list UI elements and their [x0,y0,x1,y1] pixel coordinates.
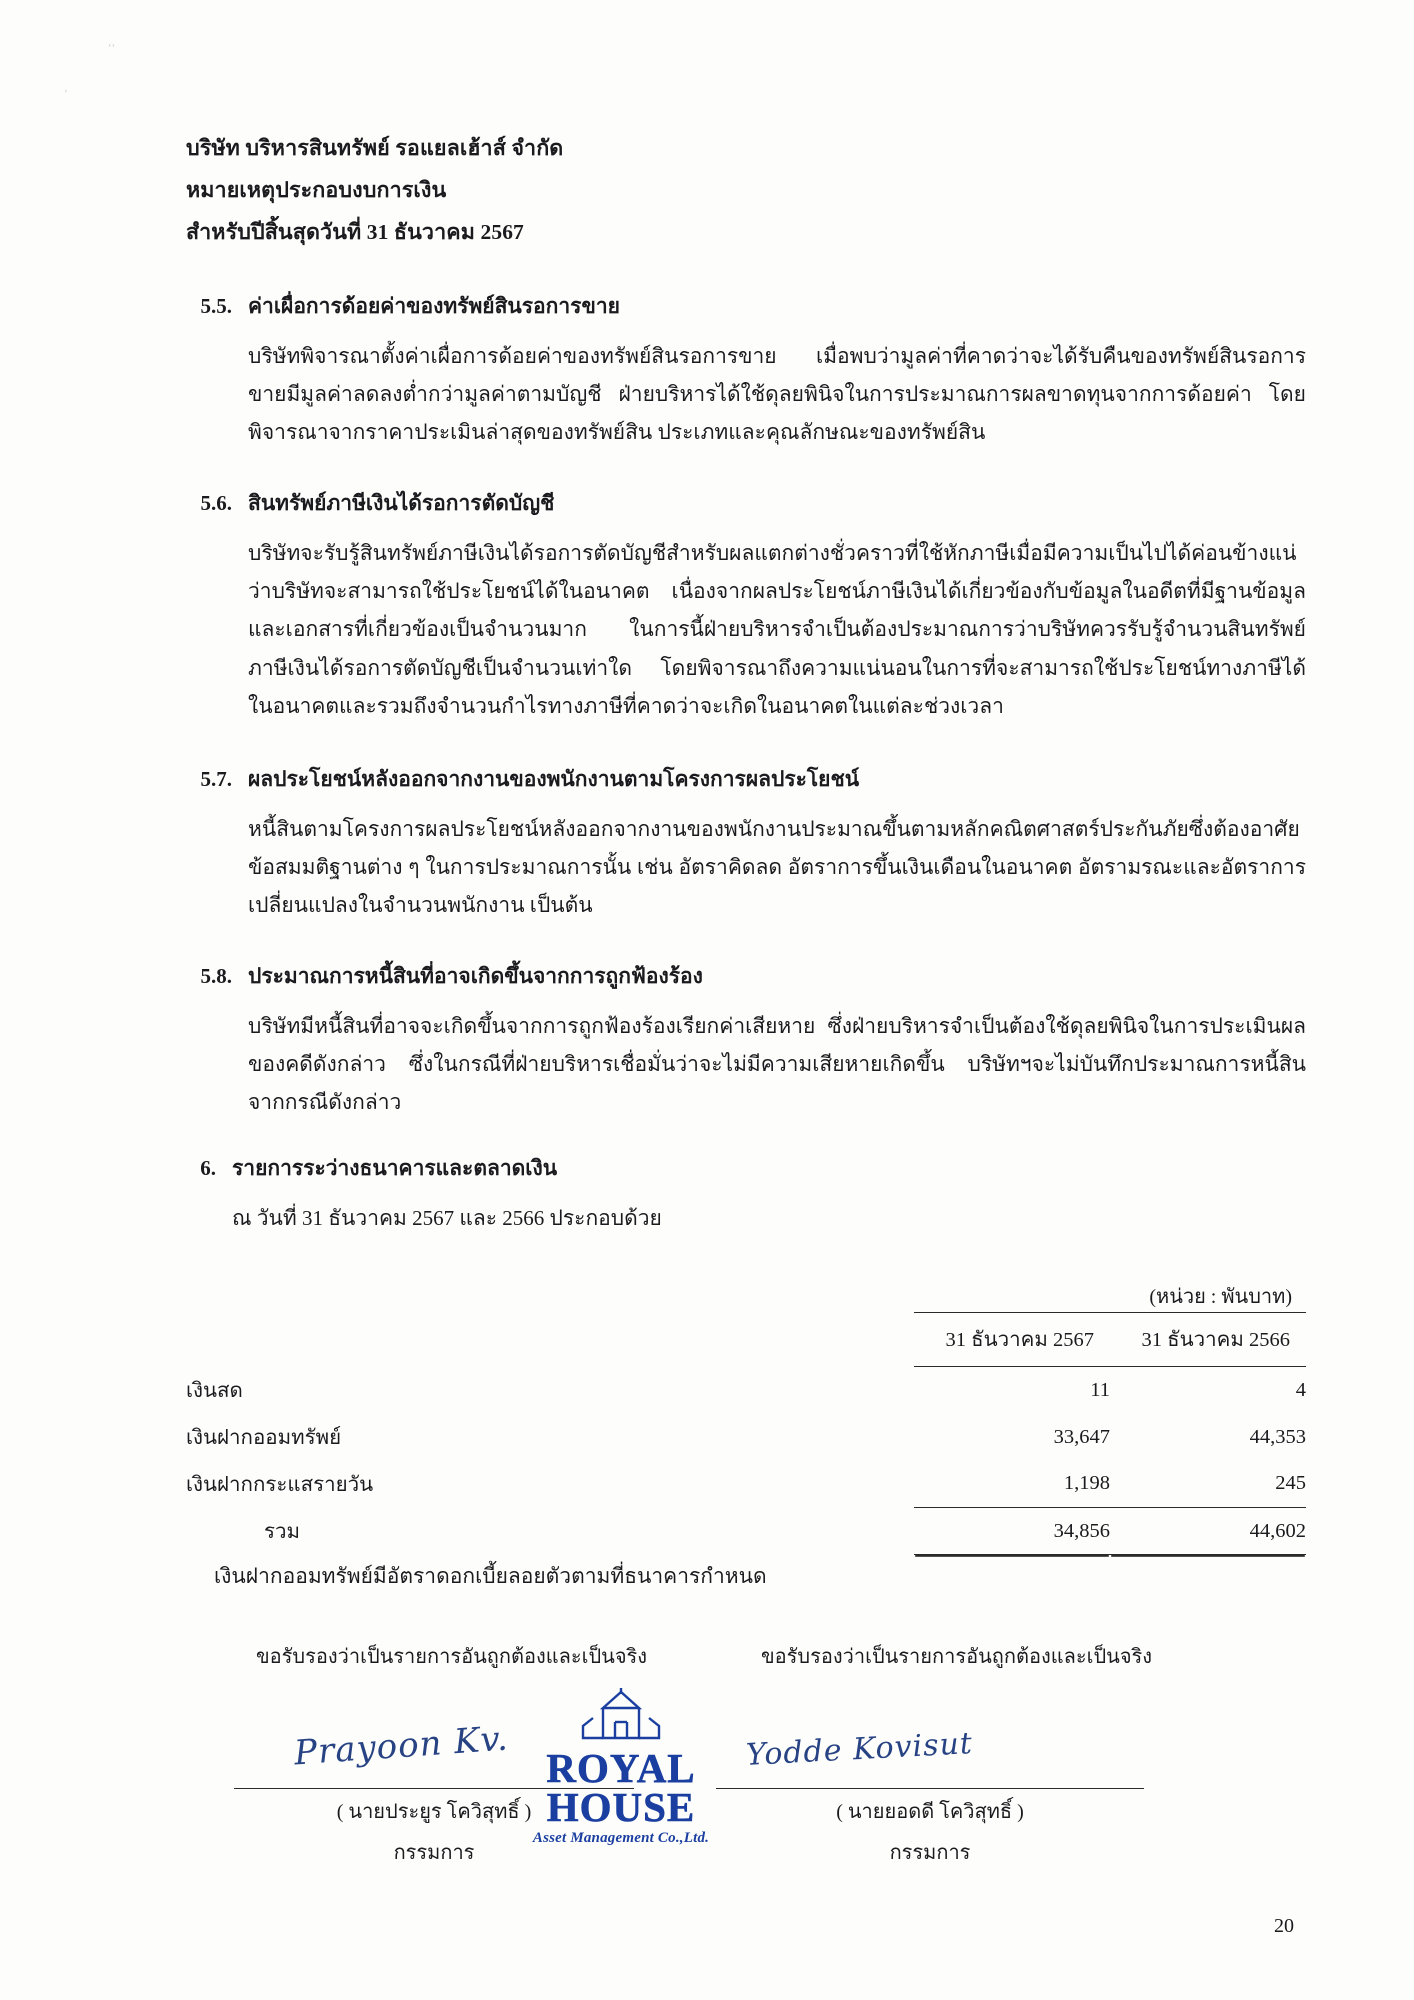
interbank-table [186,1280,1306,1555]
total-value-2566: 44,602 [1110,1508,1306,1555]
table-header-col-2567: 31 ธันวาคม 2567 [914,1313,1110,1367]
company-name: บริษัท บริหารสินทรัพย์ รอแยลเฮ้าส์ จำกัด [186,136,564,160]
section-number: 5.7. [200,767,232,791]
signature-block [186,1640,1306,1900]
table-unit-label: (หน่วย : พันบาท) [1149,1286,1292,1308]
row-value-2566: 245 [1275,1472,1306,1495]
section-title: ค่าเผื่อการด้อยค่าของทรัพย์สินรอการขาย [248,294,620,318]
row-label: เงินสด [186,1379,243,1402]
scan-artifact: ʼ [64,88,68,100]
section-number: 5.6. [200,491,232,515]
section-heading [186,1152,1306,1185]
section-body: บริษัทมีหนี้สินที่อาจจะเกิดขึ้นจากการถูกฟ้องร้องเรียกค่าเสียหาย ซึ่งฝ่ายบริหารจำเป็นต้องใช้ดุลยพินิจในการประเมินผลของคดีดังกล่าว ซึ่งในกรณีที่ฝ่ายบริหารเชื่อมั่นว่าจะไม่มีความเสียหายเกิดขึ้น บริษัทฯจะไม่บันทึกประมาณการหนี้สินจากกรณีดังกล่าว [248,1014,1306,1115]
house-icon [516,1688,726,1746]
scan-artifact: ʻʻ [108,42,116,54]
signatory-name-left: ( นายประยูร โควิสุทธิ์ ) [336,1801,532,1823]
row-label: เงินฝากกระแสรายวัน [186,1473,374,1496]
section-heading [186,763,1306,796]
section-body: บริษัทจะรับรู้สินทรัพย์ภาษีเงินได้รอการตัดบัญชีสำหรับผลแตกต่างชั่วคราวที่ใช้หักภาษีเมื่อมีความเป็นไปได้ค่อนข้างแน่ว่าบริษัทจะสามารถใช้ประโยชน์ได้ในอนาคต เนื่องจากผลประโยชน์ภาษีเงินได้เกี่ยวข้องกับข้อมูลในอดีตที่มีฐานข้อมูลและเอกสารที่เกี่ยวข้องเป็นจำนวนมาก ในการนี้ฝ่ายบริหารจำเป็นต้องประมาณการว่าบริษัทควรรับรู้จำนวนสินทรัพย์ภาษีเงินได้รอการตัดบัญชีเป็นจำนวนเท่าใด โดยพิจารณาถึงความแน่นอนในการที่จะสามารถใช้ประโยชน์ทางภาษีได้ในอนาคตและรวมถึงจำนวนกำไรทางภาษีที่คาดว่าจะเกิดในอนาคตในแต่ละช่วงเวลา [248,541,1306,718]
section-heading [186,960,1306,993]
total-label: รวม [264,1520,301,1543]
table-total-row [186,1508,1306,1555]
table-row [186,1461,1306,1508]
page-number: 20 [1274,1915,1294,1937]
section-number: 5.5. [200,294,232,318]
stamp-line-1: ROYAL [546,1745,696,1791]
signature-line-left [234,1788,634,1789]
financial-table [186,1312,1306,1555]
signatory-role-right: กรรมการ [889,1842,971,1864]
section-body: บริษัทพิจารณาตั้งค่าเผื่อการด้อยค่าของทรัพย์สินรอการขาย เมื่อพบว่ามูลค่าที่คาดว่าจะได้รับคืนของทรัพย์สินรอการขายมีมูลค่าลดลงต่ำกว่ามูลค่าตามบัญชี ฝ่ายบริหารได้ใช้ดุลยพินิจในการประมาณการผลขาดทุนจากการด้อยค่า โดยพิจารณาจากราคาประเมินล่าสุดของทรัพย์สิน ประเภทและคุณลักษณะของทรัพย์สิน [248,344,1306,445]
signature-handwriting-left: Prayoon Kv. [292,1718,510,1774]
table-row [186,1414,1306,1461]
row-value-2566: 4 [1295,1378,1306,1401]
section-6 [186,1152,1306,1237]
certify-text-left: ขอรับรองว่าเป็นรายการอันถูกต้องและเป็นจริง [256,1646,648,1668]
table-header-blank [186,1313,914,1367]
row-value-2567: 33,647 [1053,1425,1110,1448]
signature-handwriting-right: Yodde Kovisut [745,1726,974,1773]
section-body: หนี้สินตามโครงการผลประโยชน์หลังออกจากงานของพนักงานประมาณขึ้นตามหลักคณิตศาสตร์ประกันภัยซึ่งต้องอาศัยข้อสมมติฐานต่าง ๆ ในการประมาณการนั้น เช่น อัตราคิดลด อัตราการขึ้นเงินเดือนในอนาคต อัตรามรณะและอัตราการเปลี่ยนแปลงในจำนวนพนักงาน เป็นต้น [248,817,1306,918]
section-number: 6. [200,1156,216,1180]
row-value-2567: 11 [1090,1378,1110,1401]
row-label: เงินฝากออมทรัพย์ [186,1426,342,1449]
row-value-2567: 1,198 [1063,1472,1110,1495]
section-number: 5.8. [200,964,232,988]
table-footnote: เงินฝากออมทรัพย์มีอัตราดอกเบี้ยลอยตัวตามที่ธนาคารกำหนด [214,1564,767,1588]
signatory-role-left: กรรมการ [393,1842,475,1864]
section-5-5 [186,290,1306,452]
section-body: ณ วันที่ 31 ธันวาคม 2567 และ 2566 ประกอบด้วย [232,1206,662,1230]
section-5-8 [186,960,1306,1122]
document-header [186,128,563,254]
certify-text-right: ขอรับรองว่าเป็นรายการอันถูกต้องและเป็นจริง [761,1646,1153,1668]
signatory-name-right: ( นายยอดดี โควิสุทธิ์ ) [836,1801,1024,1823]
section-5-7 [186,763,1306,925]
section-title: ประมาณการหนี้สินที่อาจเกิดขึ้นจากการถูกฟ้องร้อง [248,964,703,988]
row-value-2566: 44,353 [1249,1425,1306,1448]
table-header-row [186,1313,1306,1367]
section-title: ผลประโยชน์หลังออกจากงานของพนักงานตามโครงการผลประโยชน์ [248,767,860,791]
stamp-line-2: HOUSE [546,1784,696,1830]
signature-line-right [716,1788,1144,1789]
section-heading [186,487,1306,520]
section-title: รายการระว่างธนาคารและตลาดเงิน [232,1156,558,1180]
section-5-6 [186,487,1306,725]
total-value-2567: 34,856 [914,1508,1110,1555]
period-title: สำหรับปีสิ้นสุดวันที่ 31 ธันวาคม 2567 [186,219,524,244]
section-title: สินทรัพย์ภาษีเงินได้รอการตัดบัญชี [248,491,555,515]
table-header-col-2566: 31 ธันวาคม 2566 [1110,1313,1306,1367]
section-heading [186,290,1306,323]
stamp-line-3: Asset Management Co.,Ltd. [532,1830,710,1846]
table-row [186,1367,1306,1414]
notes-title: หมายเหตุประกอบงบการเงิน [186,177,447,202]
